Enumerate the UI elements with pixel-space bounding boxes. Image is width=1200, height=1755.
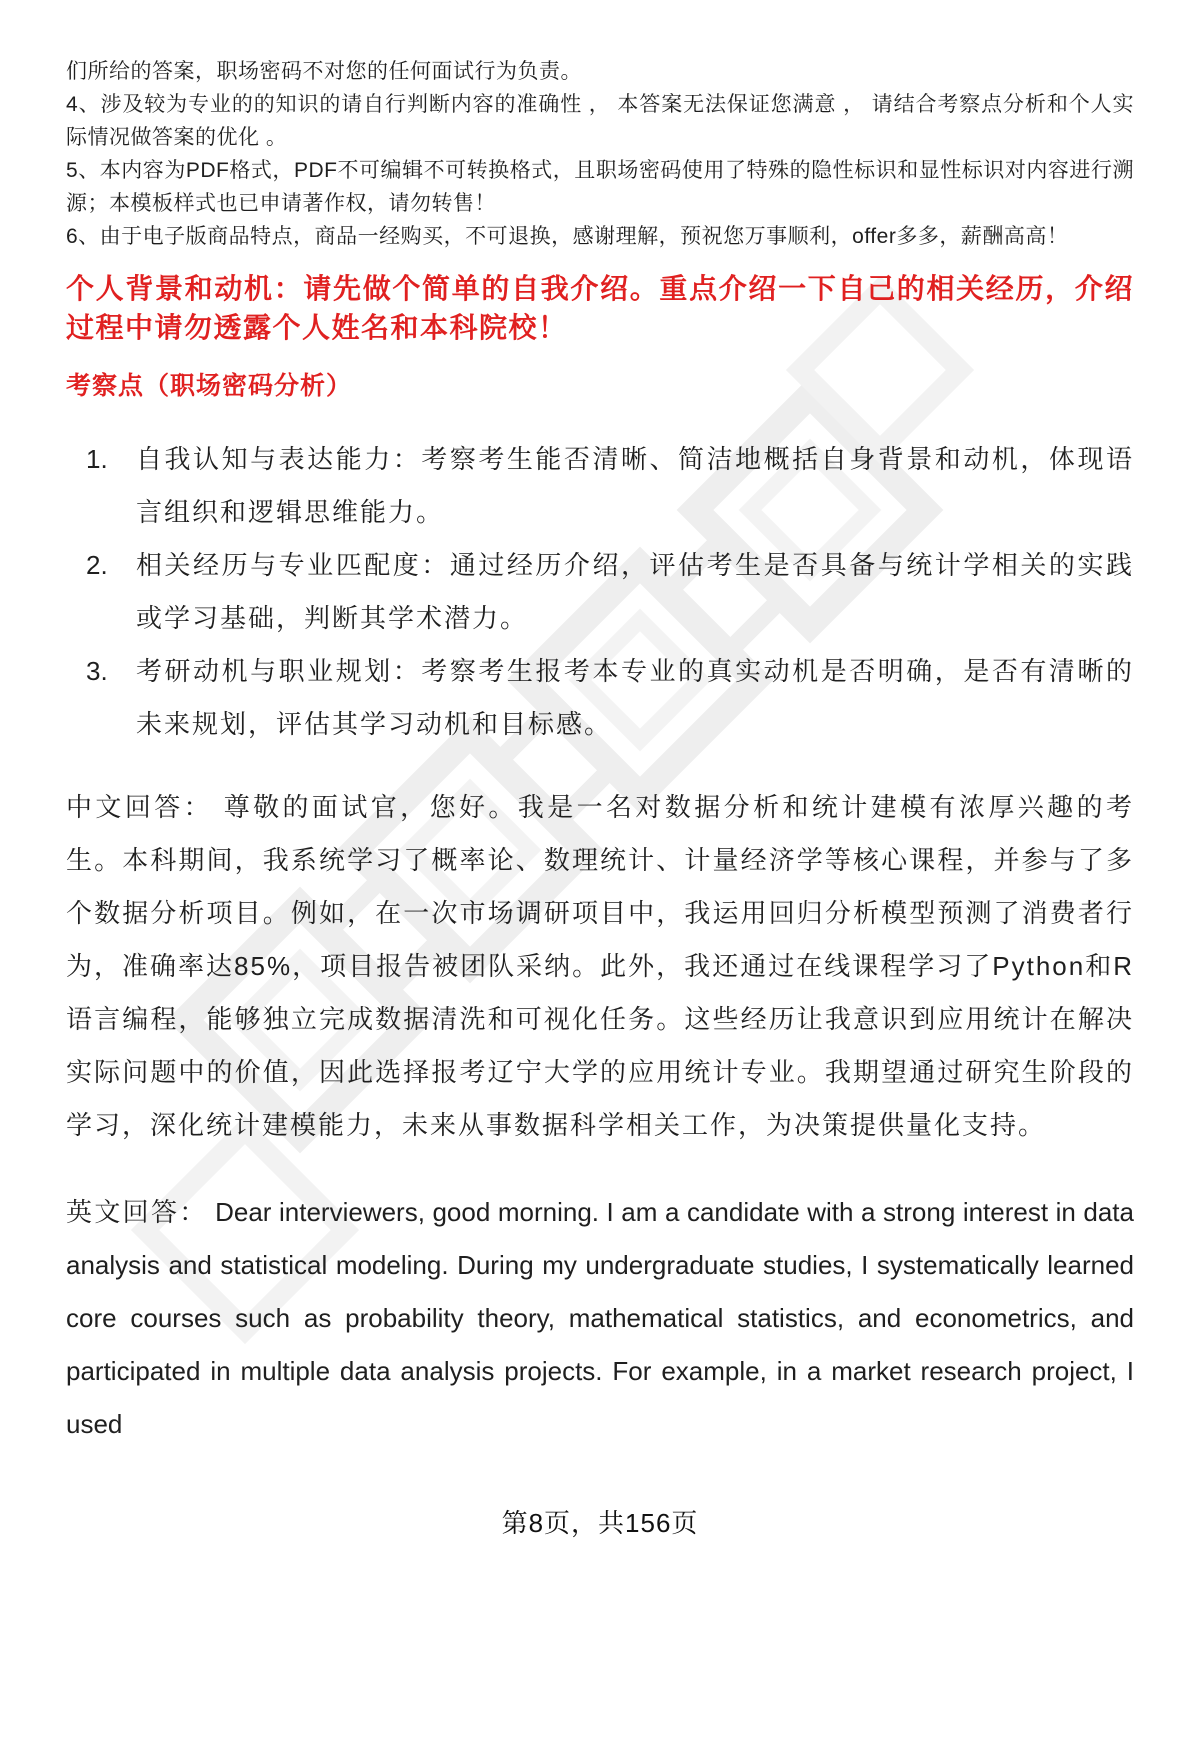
point-text: 自我认知与表达能力：考察考生能否清晰、简洁地概括自身背景和动机，体现语言组织和逻辑思维能力。 (136, 444, 1134, 527)
disclaimer-section (66, 55, 1134, 253)
analysis-point (66, 539, 1134, 645)
disclaimer-line: 6、由于电子版商品特点，商品一经购买，不可退换，感谢理解，预祝您万事顺利，offer多多，薪酬高高！ (66, 225, 1069, 248)
point-number: 2. (86, 550, 108, 580)
answer-label-chinese: 中文回答： (66, 792, 214, 822)
disclaimer-line: 们所给的答案，职场密码不对您的任何面试行为负责。 (66, 60, 582, 83)
disclaimer-line: 4、涉及较为专业的的知识的请自行判断内容的准确性 ， 本答案无法保证您满意 ， 请结合考察点分析和个人实际情况做答案的优化 。 (66, 93, 1134, 149)
english-answer-text: Dear interviewers, good morning. I am a candidate with a strong interest in data analysis and statistical modeling. During my undergraduate studies, I systematically learned core courses such as probability theory, mathematical statistics, and econometrics, and participated in multiple data analysis projects. For example, in a market research project, I used (66, 1197, 1134, 1439)
analysis-point (66, 645, 1134, 751)
page-footer (0, 1503, 1200, 1540)
answer-label-english: 英文回答： (66, 1197, 208, 1227)
point-number: 1. (86, 444, 108, 474)
point-text: 考研动机与职业规划：考察考生报考本专业的真实动机是否明确，是否有清晰的未来规划，评估其学习动机和目标感。 (136, 656, 1134, 739)
chinese-answer-text: 尊敬的面试官，您好。我是一名对数据分析和统计建模有浓厚兴趣的考生。本科期间，我系统学习了概率论、数理统计、计量经济学等核心课程，并参与了多个数据分析项目。例如，在一次市场调研项目中，我运用回归分析模型预测了消费者行为，准确率达85%，项目报告被团队采纳。此外，我还通过在线课程学习了Python和R语言编程，能够独立完成数据清洗和可视化任务。这些经历让我意识到应用统计在解决实际问题中的价值，因此选择报考辽宁大学的应用统计专业。我期望通过研究生阶段的学习，深化统计建模能力，未来从事数据科学相关工作，为决策提供量化支持。 (66, 792, 1134, 1140)
section-heading: 考察点（职场密码分析） (66, 372, 353, 400)
chinese-answer-paragraph (66, 781, 1134, 1152)
point-text: 相关经历与专业匹配度：通过经历介绍，评估考生是否具备与统计学相关的实践或学习基础，判断其学术潜力。 (136, 550, 1134, 633)
disclaimer-line: 5、本内容为PDF格式，PDF不可编辑不可转换格式，且职场密码使用了特殊的隐性标识和显性标识对内容进行溯源；本模板样式也已申请著作权，请勿转售！ (66, 159, 1134, 215)
page-number: 第8页，共156页 (501, 1508, 699, 1538)
point-number: 3. (86, 656, 108, 686)
analysis-points-list (66, 433, 1134, 751)
analysis-point (66, 433, 1134, 539)
english-answer-paragraph (66, 1186, 1134, 1451)
question-title: 个人背景和动机：请先做个简单的自我介绍。重点介绍一下自己的相关经历，介绍过程中请勿透露个人姓名和本科院校！ (66, 273, 1134, 343)
